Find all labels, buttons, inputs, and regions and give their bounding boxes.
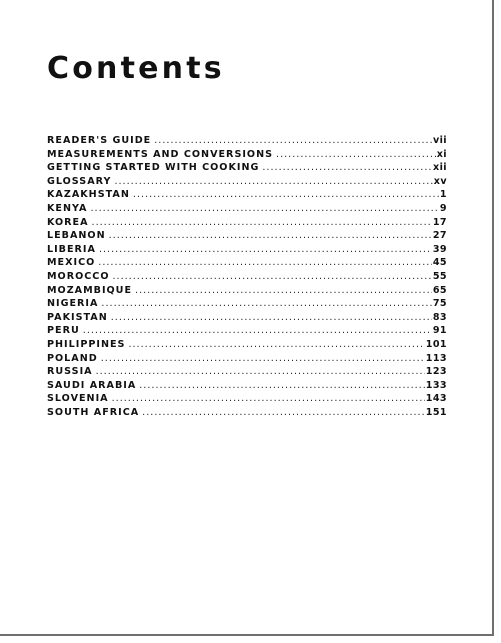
toc-entry	[47, 365, 447, 379]
toc-entry-page: 101	[425, 338, 447, 350]
toc-entry-title: SOUTH AFRICA	[47, 406, 140, 418]
toc-dot-leader	[133, 188, 439, 202]
toc-entry-page: 9	[439, 202, 447, 214]
toc-entry-page: 1	[439, 189, 447, 201]
toc-entry	[47, 284, 447, 298]
toc-entry	[47, 338, 447, 352]
toc-entry-page: 17	[432, 216, 447, 228]
toc-entry	[47, 324, 447, 338]
toc-entry-title: NIGERIA	[47, 298, 99, 310]
toc-entry-page: 55	[432, 270, 447, 282]
toc-dot-leader	[98, 256, 432, 270]
toc-dot-leader	[83, 324, 432, 338]
toc-entry	[47, 297, 447, 311]
toc-entry-title: PHILIPPINES	[47, 338, 126, 350]
toc-entry-title: PAKISTAN	[47, 311, 108, 323]
toc-dot-leader	[135, 284, 432, 298]
toc-entry	[47, 392, 447, 406]
toc-entry	[47, 243, 447, 257]
toc-entry	[47, 229, 447, 243]
toc-entry	[47, 406, 447, 420]
toc-entry-page: xii	[433, 162, 447, 174]
toc-entry	[47, 256, 447, 270]
toc-dot-leader	[99, 243, 432, 257]
toc-entry-title: LEBANON	[47, 230, 106, 242]
toc-entry	[47, 175, 447, 189]
toc-entry-page: 91	[432, 325, 447, 337]
toc-dot-leader	[142, 406, 425, 420]
toc-dot-leader	[112, 270, 431, 284]
toc-dot-leader	[128, 338, 424, 352]
toc-dot-leader	[101, 297, 431, 311]
toc-entry	[47, 134, 447, 148]
toc-entry	[47, 148, 447, 162]
toc-entry-title: MEXICO	[47, 257, 96, 269]
toc-entry-title: PERU	[47, 325, 80, 337]
toc-entry-title: GETTING STARTED WITH COOKING	[47, 162, 260, 174]
toc-dot-leader	[96, 365, 425, 379]
toc-entry-page: 65	[432, 284, 447, 296]
toc-entry	[47, 202, 447, 216]
toc-entry	[47, 311, 447, 325]
toc-entry-title: KOREA	[47, 216, 89, 228]
toc-entry-page: vii	[432, 135, 447, 146]
toc-entry-page: 143	[425, 393, 447, 405]
toc-entry-title: LIBERIA	[47, 243, 96, 255]
toc-entry-title: READER'S GUIDE	[47, 135, 152, 146]
toc-entry	[47, 216, 447, 230]
toc-dot-leader	[154, 134, 432, 148]
toc-entry-page: 123	[425, 366, 447, 378]
toc-entry-title: MEASUREMENTS AND CONVERSIONS	[47, 148, 274, 160]
toc-entry-title: KAZAKHSTAN	[47, 189, 130, 201]
toc-entry-page: 151	[425, 406, 447, 418]
toc-entry-page: xi	[436, 148, 447, 160]
toc-entry-title: RUSSIA	[47, 366, 93, 378]
toc-dot-leader	[276, 148, 436, 162]
toc-dot-leader	[112, 392, 425, 406]
toc-entry-page: 75	[432, 298, 447, 310]
toc-entry-page: 45	[432, 257, 447, 269]
toc-dot-leader	[92, 216, 432, 230]
toc-dot-leader	[109, 229, 432, 243]
toc-entry	[47, 188, 447, 202]
toc-entry-title: GLOSSARY	[47, 175, 112, 187]
toc-entry-title: POLAND	[47, 352, 98, 364]
toc-dot-leader	[139, 379, 425, 393]
toc-entry-title: MOROCCO	[47, 270, 110, 282]
toc-entry-title: KENYA	[47, 202, 88, 214]
toc-dot-leader	[262, 161, 432, 175]
toc-entry-page: xv	[433, 175, 447, 187]
toc-entry-page: 27	[432, 230, 447, 242]
toc-dot-leader	[101, 352, 425, 366]
toc-entry-title: MOZAMBIQUE	[47, 284, 133, 296]
toc-entry-page: 133	[425, 379, 447, 391]
toc-entry	[47, 352, 447, 366]
table-of-contents	[47, 134, 447, 419]
toc-dot-leader	[114, 175, 432, 189]
toc-entry-title: SAUDI ARABIA	[47, 379, 137, 391]
toc-dot-leader	[90, 202, 438, 216]
toc-entry-page: 39	[432, 243, 447, 255]
toc-entry	[47, 270, 447, 284]
toc-entry	[47, 161, 447, 175]
toc-entry	[47, 379, 447, 393]
toc-dot-leader	[111, 311, 432, 325]
page-title: Contents	[47, 51, 225, 86]
toc-entry-page: 113	[425, 352, 447, 364]
toc-entry-title: SLOVENIA	[47, 393, 109, 405]
toc-entry-page: 83	[432, 311, 447, 323]
